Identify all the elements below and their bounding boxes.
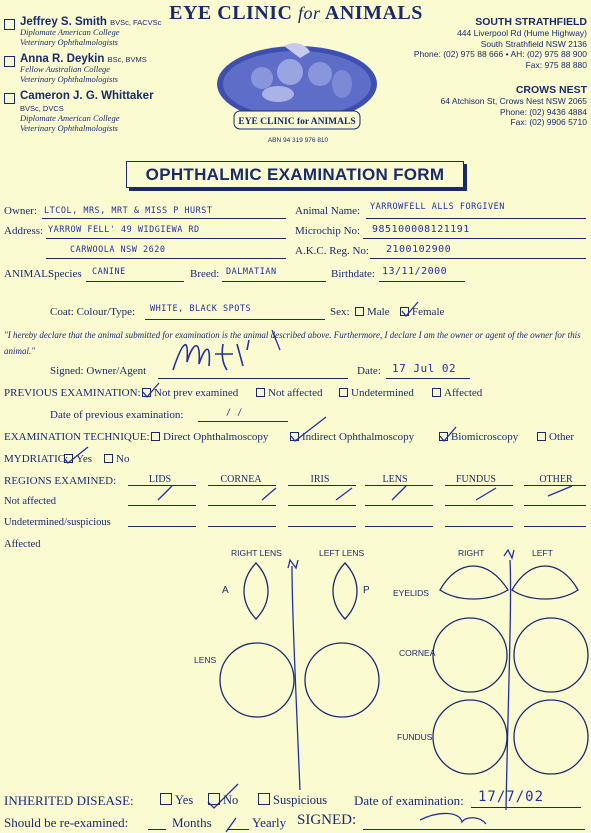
right-label: RIGHT xyxy=(458,548,485,558)
left-fundus-circle xyxy=(514,700,588,774)
address-value-2[interactable]: CARWOOLA NSW 2620 xyxy=(70,245,166,255)
eye-diagram xyxy=(0,540,591,780)
option-label: No xyxy=(223,793,239,807)
birthdate-value[interactable]: 13/11/2000 xyxy=(382,266,448,277)
region-fundus: FUNDUS xyxy=(455,474,496,485)
akc-value[interactable]: 2100102900 xyxy=(386,244,452,255)
form-title: OPHTHALMIC EXAMINATION FORM xyxy=(126,161,464,188)
vet-line: Diplomate American College xyxy=(20,27,120,37)
akc-label: A.K.C. Reg. No: xyxy=(295,245,369,257)
date-label: Date: xyxy=(357,365,381,377)
coat-label: Coat: Colour/Type: xyxy=(50,306,136,318)
right-eyelid-shape xyxy=(440,566,508,599)
left-lens-label: LEFT LENS xyxy=(319,548,365,558)
option-label: Direct Ophthalmoscopy xyxy=(163,431,269,443)
region-iris: IRIS xyxy=(310,474,330,485)
left-eyelid-shape xyxy=(512,566,578,599)
date-prev-value[interactable]: / / xyxy=(226,408,243,418)
option-label: Affected xyxy=(444,387,483,399)
breed-value[interactable]: DALMATIAN xyxy=(226,267,277,277)
male-label: Male xyxy=(367,306,390,318)
option-label: Yes xyxy=(175,793,194,807)
declaration-text: "I hereby declare that the animal submitted for examination is the animal described above. Furthermore, I declare I am the owner or agent of the owner for this animal." xyxy=(4,330,581,356)
branch-line: 444 Liverpool Rd (Hume Highway) xyxy=(457,28,587,38)
right-lens-profile xyxy=(244,563,268,619)
species-value[interactable]: CANINE xyxy=(92,267,126,277)
branch-line: Phone: (02) 9436 4884 xyxy=(500,106,587,117)
date-exam-label: Date of examination: xyxy=(354,793,464,808)
animal-name-value[interactable]: YARROWFELL ALLS FORGIVEN xyxy=(370,202,505,212)
right-lens-circle xyxy=(220,643,294,717)
branch-name: CROWS NEST xyxy=(515,84,587,96)
row-affected-label: Affected xyxy=(4,539,41,550)
coat-value[interactable]: WHITE, BLACK SPOTS xyxy=(150,304,252,314)
owner-label: Owner: xyxy=(4,205,37,217)
female-label: Female xyxy=(412,306,445,318)
right-lens-label: RIGHT LENS xyxy=(231,548,282,558)
checkbox-icon[interactable] xyxy=(208,793,220,805)
right-fundus-circle xyxy=(433,700,507,774)
vet-line: Diplomate American College xyxy=(20,113,120,123)
row-undetermined-label: Undetermined/suspicious xyxy=(4,517,111,528)
clinic-name-animals: ANIMALS xyxy=(324,2,423,24)
vet-name: Cameron J. G. Whittaker xyxy=(20,90,154,102)
abn-number: ABN 94 319 976 810 xyxy=(267,137,329,144)
date-prev-label: Date of previous examination: xyxy=(50,409,184,421)
inherited-yes-option[interactable] xyxy=(160,793,193,808)
address-label: Address: xyxy=(4,225,44,237)
left-cornea-circle xyxy=(514,618,588,692)
date-value[interactable]: 17 Jul 02 xyxy=(392,362,457,375)
months-line xyxy=(148,829,166,830)
branch-line: Fax: 975 88 880 xyxy=(525,59,587,70)
option-label: Indirect Ophthalmoscopy xyxy=(302,431,415,443)
clinic-name-main: EYE CLINIC xyxy=(169,2,293,24)
checkbox-icon[interactable] xyxy=(160,793,172,805)
lens-label: LENS xyxy=(194,655,217,665)
right-cornea-circle xyxy=(433,618,507,692)
logo-text: EYE CLINIC for ANIMALS xyxy=(238,117,356,127)
animal-name-label: Animal Name: xyxy=(295,205,361,217)
cornea-label: CORNEA xyxy=(399,648,436,658)
row-not-affected-label: Not affected xyxy=(4,496,56,507)
option-label: Suspicious xyxy=(273,793,328,807)
vet-line: Veterinary Ophthalmologists xyxy=(20,36,118,47)
vet-quals: BVSc, DVCS xyxy=(20,104,64,113)
vet-name: Jeffrey S. Smith xyxy=(20,16,107,28)
birthdate-label: Birthdate: xyxy=(331,268,375,280)
technique-label: EXAMINATION TECHNIQUE: xyxy=(4,431,150,443)
branch-line: Fax: (02) 9906 5710 xyxy=(510,117,587,127)
region-lens: LENS xyxy=(382,474,408,485)
vet-signature-line xyxy=(363,829,585,830)
option-label: No xyxy=(116,453,130,465)
vet-line: Fellow Australian College xyxy=(20,64,111,74)
breed-label: Breed: xyxy=(190,268,220,280)
signed-vet-label: SIGNED: xyxy=(297,812,357,828)
option-label: Biomicroscopy xyxy=(451,431,519,443)
option-label: Undetermined xyxy=(351,387,414,399)
vet-quals: BSc, BVMS xyxy=(107,55,147,64)
branch-line: Phone: (02) 975 88 666 • AH: (02) 975 88 900 xyxy=(413,49,587,59)
eyelids-label: EYELIDS xyxy=(393,588,429,598)
animal-label: ANIMAL: xyxy=(4,268,52,280)
branch-line: 64 Atchison St, Crows Nest NSW 2065 xyxy=(440,96,587,106)
signed-label: Signed: Owner/Agent xyxy=(50,365,147,377)
reexam-label: Should be re-examined: xyxy=(4,815,129,830)
species-label: Species xyxy=(48,268,82,280)
inherited-label: INHERITED DISEASE: xyxy=(4,793,134,808)
date-exam-line xyxy=(471,807,581,808)
date-exam-value[interactable]: 17/7/02 xyxy=(478,789,545,805)
vet-name: Anna R. Deykin xyxy=(20,53,105,65)
option-label: Other xyxy=(549,431,575,443)
left-lens-circle xyxy=(305,643,379,717)
option-label: Not prev examined xyxy=(154,387,239,399)
vet-line: Veterinary Ophthalmologists xyxy=(20,122,118,133)
branch-line: South Strathfield NSW 2136 xyxy=(480,38,587,49)
yearly-line xyxy=(227,829,249,830)
mydriatic-label: MYDRIATIC: xyxy=(4,453,69,465)
months-label: Months xyxy=(172,815,212,830)
clinic-name-for: for xyxy=(297,3,321,23)
region-other: OTHER xyxy=(539,474,573,485)
option-label: Yes xyxy=(76,453,93,465)
option-label: Not affected xyxy=(268,387,323,399)
microchip-value[interactable]: 985100008121191 xyxy=(372,224,470,235)
region-lids: LIDS xyxy=(148,474,172,485)
inherited-no-option[interactable] xyxy=(208,793,238,808)
vet-line: Veterinary Ophthalmologists xyxy=(20,73,118,84)
left-label: LEFT xyxy=(532,548,553,558)
left-lens-profile xyxy=(333,563,357,619)
prev-exam-label: PREVIOUS EXAMINATION: xyxy=(4,387,141,399)
yearly-label: Yearly xyxy=(252,815,287,830)
region-cornea: CORNEA xyxy=(220,474,262,485)
inherited-suspicious-option[interactable] xyxy=(258,793,327,808)
microchip-label: Microchip No: xyxy=(295,225,361,237)
owner-value[interactable]: LTCOL, MRS, MRT & MISS P HURST xyxy=(44,206,213,216)
branch-name: SOUTH STRATHFIELD xyxy=(475,16,587,28)
regions-label: REGIONS EXAMINED: xyxy=(4,475,117,487)
checkbox-icon[interactable] xyxy=(258,793,270,805)
posterior-label: P xyxy=(363,585,370,596)
vet-quals: BVSc, FACVSc xyxy=(110,18,162,27)
anterior-label: A xyxy=(222,585,229,596)
sex-label: Sex: xyxy=(330,306,350,318)
fundus-label: FUNDUS xyxy=(397,732,433,742)
address-value-1[interactable]: YARROW FELL' 49 WIDGIEWA RD xyxy=(48,225,200,235)
